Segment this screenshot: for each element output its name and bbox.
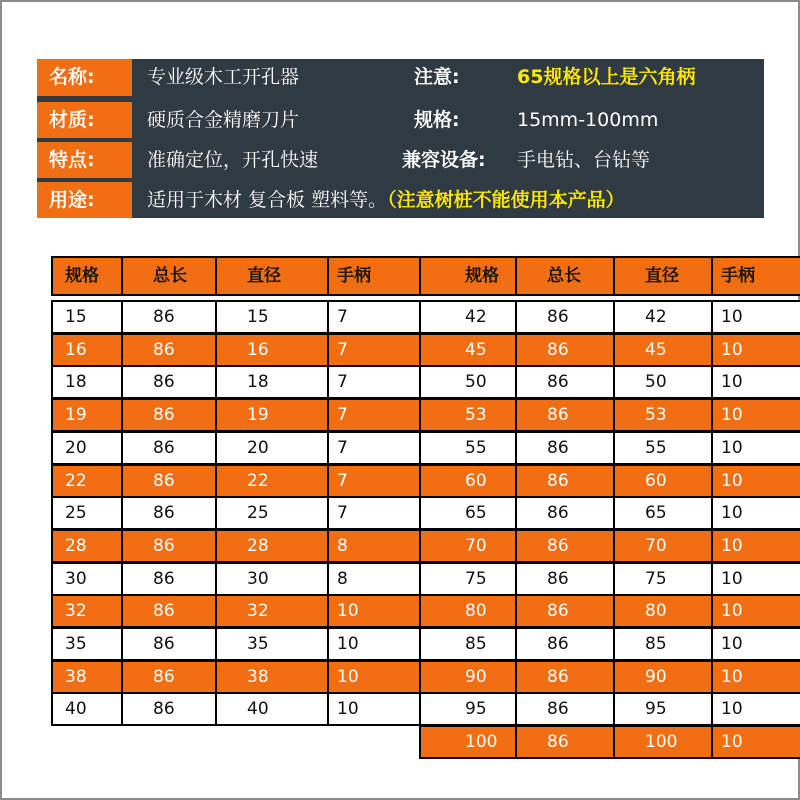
left-table-cell: 40 — [217, 694, 327, 724]
left-table-cell: 19 — [53, 400, 121, 430]
right-table-cell: 10 — [713, 662, 800, 692]
right-table-cell: 10 — [713, 564, 800, 594]
right-table-cell: 10 — [713, 531, 800, 561]
material-label: 材质: — [37, 102, 132, 138]
left-header-cell: 总长 — [123, 258, 215, 294]
left-table-cell: 25 — [217, 498, 327, 528]
right-table-cell: 42 — [421, 302, 515, 332]
left-table-cell: 22 — [217, 466, 327, 496]
left-table-cell: 16 — [217, 335, 327, 365]
right-table-cell: 100 — [421, 727, 515, 757]
right-header-cell: 直径 — [615, 258, 711, 294]
right-table-cell: 10 — [713, 367, 800, 397]
usage-warning: （注意树桩不能使用本产品） — [387, 189, 625, 211]
spec-value: 15mm-100mm — [517, 109, 659, 131]
product-info-panel — [37, 59, 764, 218]
right-table-cell: 70 — [421, 531, 515, 561]
right-table-cell: 50 — [615, 367, 711, 397]
left-header-cell: 手柄 — [329, 258, 419, 294]
left-table-cell: 7 — [329, 433, 419, 463]
right-table-cell: 10 — [713, 727, 800, 757]
left-table-cell: 20 — [217, 433, 327, 463]
right-table-cell: 86 — [517, 433, 613, 463]
right-table-cell: 86 — [517, 727, 613, 757]
right-table-cell: 60 — [615, 466, 711, 496]
left-table-cell: 7 — [329, 335, 419, 365]
left-table-cell: 86 — [123, 694, 215, 724]
right-table-cell: 86 — [517, 564, 613, 594]
left-table-cell: 8 — [329, 531, 419, 561]
left-table-cell: 7 — [329, 367, 419, 397]
left-table-cell: 38 — [53, 662, 121, 692]
left-table-cell: 7 — [329, 400, 419, 430]
right-table-cell: 86 — [517, 662, 613, 692]
left-table-cell: 38 — [217, 662, 327, 692]
right-table-cell: 10 — [713, 433, 800, 463]
left-header-cell: 直径 — [217, 258, 327, 294]
right-table-cell: 86 — [517, 694, 613, 724]
left-table-cell: 86 — [123, 498, 215, 528]
right-table-cell: 86 — [517, 302, 613, 332]
left-table-cell: 35 — [217, 629, 327, 659]
spec-table — [25, 258, 779, 753]
left-table-cell: 86 — [123, 302, 215, 332]
right-table-cell: 100 — [615, 727, 711, 757]
right-table-cell: 10 — [713, 302, 800, 332]
left-table-cell: 86 — [123, 629, 215, 659]
left-table-cell: 86 — [123, 662, 215, 692]
left-table-cell: 18 — [217, 367, 327, 397]
left-table-cell: 86 — [123, 466, 215, 496]
right-table-cell: 10 — [713, 596, 800, 626]
right-table-cell: 10 — [713, 466, 800, 496]
right-table-cell: 86 — [517, 400, 613, 430]
left-table-cell: 15 — [217, 302, 327, 332]
right-table-cell: 95 — [615, 694, 711, 724]
right-table-cell: 45 — [421, 335, 515, 365]
left-table-cell: 86 — [123, 367, 215, 397]
right-table-cell: 90 — [421, 662, 515, 692]
right-table-cell: 80 — [421, 596, 515, 626]
left-table-cell: 7 — [329, 498, 419, 528]
left-table-cell: 10 — [329, 694, 419, 724]
right-table-cell: 55 — [421, 433, 515, 463]
left-table-cell: 19 — [217, 400, 327, 430]
material-value: 硬质合金精磨刀片 — [147, 109, 300, 131]
right-header-cell: 总长 — [517, 258, 613, 294]
spec-label: 规格: — [414, 109, 460, 131]
right-header-cell: 手柄 — [713, 258, 800, 294]
right-table-cell: 86 — [517, 629, 613, 659]
right-table-cell: 86 — [517, 531, 613, 561]
right-table-cell: 90 — [615, 662, 711, 692]
right-table-cell: 55 — [615, 433, 711, 463]
right-table-cell: 10 — [713, 498, 800, 528]
left-table-cell: 86 — [123, 433, 215, 463]
right-table-cell: 45 — [615, 335, 711, 365]
right-table-cell: 65 — [615, 498, 711, 528]
left-table-cell: 15 — [53, 302, 121, 332]
left-table-cell: 35 — [53, 629, 121, 659]
left-table-cell: 16 — [53, 335, 121, 365]
usage-value: 适用于木材 复合板 塑料等。 — [147, 189, 388, 211]
right-header-cell: 规格 — [421, 258, 515, 294]
right-table-cell: 65 — [421, 498, 515, 528]
right-table-cell: 86 — [517, 367, 613, 397]
left-table-cell: 86 — [123, 335, 215, 365]
left-table-cell: 32 — [53, 596, 121, 626]
left-table-cell: 8 — [329, 564, 419, 594]
feature-value: 准确定位，开孔快速 — [147, 149, 319, 171]
usage-value-line — [147, 182, 764, 218]
right-table-cell: 86 — [517, 335, 613, 365]
right-table-cell: 53 — [421, 400, 515, 430]
left-table-cell: 18 — [53, 367, 121, 397]
left-table-cell: 20 — [53, 433, 121, 463]
name-label: 名称: — [37, 59, 132, 96]
left-table-cell: 86 — [123, 596, 215, 626]
note-value: 65规格以上是六角柄 — [517, 66, 696, 88]
right-table-cell: 85 — [421, 629, 515, 659]
usage-label: 用途: — [37, 182, 132, 218]
note-label: 注意: — [414, 66, 460, 88]
feature-label: 特点: — [37, 142, 132, 178]
compat-label: 兼容设备: — [402, 149, 486, 171]
right-table-cell: 10 — [713, 335, 800, 365]
left-table-cell: 7 — [329, 302, 419, 332]
right-table-cell: 42 — [615, 302, 711, 332]
left-table-cell: 86 — [123, 400, 215, 430]
right-table-cell: 70 — [615, 531, 711, 561]
left-table-cell: 86 — [123, 564, 215, 594]
left-table-cell: 30 — [53, 564, 121, 594]
left-table-cell: 28 — [217, 531, 327, 561]
left-table-cell: 25 — [53, 498, 121, 528]
name-value: 专业级木工开孔器 — [147, 66, 300, 88]
left-table-cell: 10 — [329, 596, 419, 626]
right-table-cell: 75 — [421, 564, 515, 594]
right-table-cell: 85 — [615, 629, 711, 659]
left-table-cell: 40 — [53, 694, 121, 724]
right-table-cell: 95 — [421, 694, 515, 724]
right-table-cell: 75 — [615, 564, 711, 594]
right-table-cell: 53 — [615, 400, 711, 430]
left-table-cell: 32 — [217, 596, 327, 626]
right-table-cell: 80 — [615, 596, 711, 626]
left-table-cell: 28 — [53, 531, 121, 561]
left-table-cell: 10 — [329, 662, 419, 692]
left-table-cell: 86 — [123, 531, 215, 561]
right-table-cell: 10 — [713, 694, 800, 724]
right-table-cell: 60 — [421, 466, 515, 496]
left-table-cell: 22 — [53, 466, 121, 496]
compat-value: 手电钻、台钻等 — [517, 149, 651, 171]
left-table-cell: 30 — [217, 564, 327, 594]
right-table-cell: 10 — [713, 400, 800, 430]
left-header-cell: 规格 — [53, 258, 121, 294]
left-table-cell: 7 — [329, 466, 419, 496]
left-table-cell: 10 — [329, 629, 419, 659]
right-table-cell: 10 — [713, 629, 800, 659]
right-table-cell: 86 — [517, 466, 613, 496]
right-table-cell: 86 — [517, 498, 613, 528]
right-table-cell: 86 — [517, 596, 613, 626]
right-table-cell: 50 — [421, 367, 515, 397]
